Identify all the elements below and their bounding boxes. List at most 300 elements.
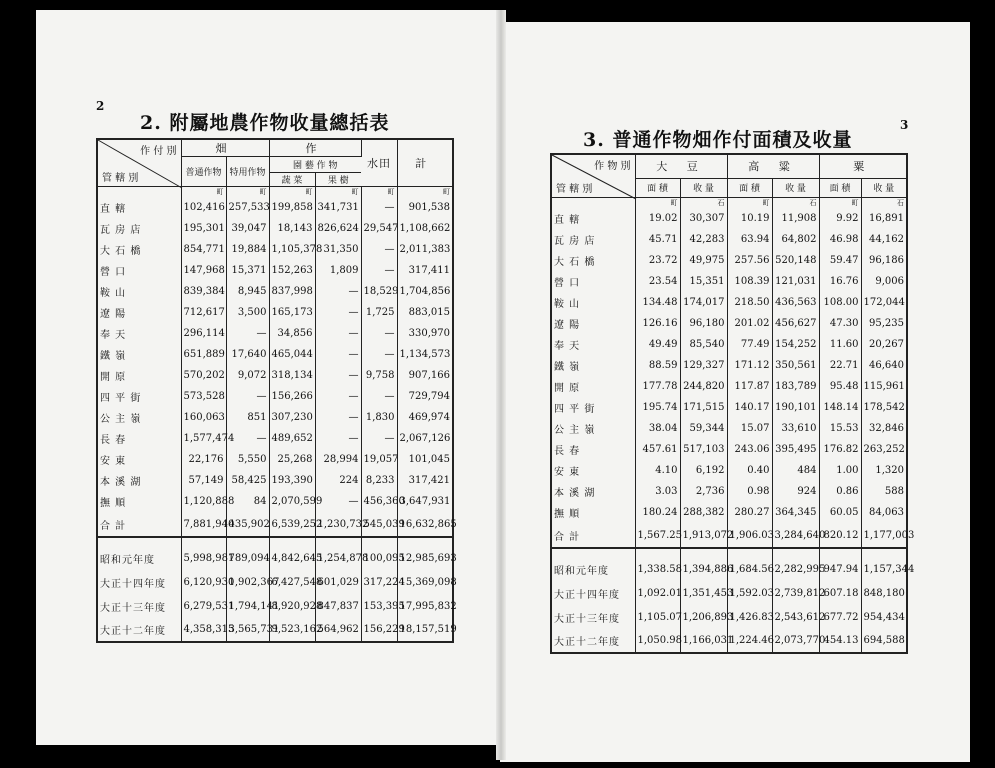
value-cell: 32,846 bbox=[869, 423, 904, 434]
value-cell: 153,395 bbox=[361, 594, 397, 618]
value-cell: 108.00 bbox=[819, 292, 861, 313]
millet-yield-header: 收 量 bbox=[861, 178, 907, 197]
value-cell: 96,186 bbox=[869, 255, 904, 266]
value-cell: 1,105,378 bbox=[269, 239, 315, 260]
special-crop-header: 特用作物 bbox=[226, 157, 269, 187]
value-cell: 469,974 bbox=[408, 412, 450, 423]
table-row bbox=[551, 313, 907, 334]
unit-cell: 町 bbox=[819, 198, 861, 209]
row-label: 鐵 嶺 bbox=[97, 344, 181, 365]
value-cell: 11,908 bbox=[772, 208, 819, 229]
value-cell: 820.12 bbox=[819, 523, 861, 548]
value-cell: 837,998 bbox=[269, 281, 315, 302]
value-cell: 6,120,930 bbox=[181, 570, 226, 594]
separator-cell bbox=[551, 548, 635, 557]
value-cell: 147,968 bbox=[181, 260, 226, 281]
value-cell: 947.94 bbox=[819, 557, 861, 581]
table-row bbox=[551, 229, 907, 250]
row-label: 鞍 山 bbox=[551, 292, 635, 313]
value-cell: 454.13 bbox=[819, 629, 861, 653]
paddy-header: 水田 bbox=[361, 139, 397, 187]
year-row bbox=[551, 629, 907, 653]
value-cell: — bbox=[361, 428, 397, 449]
value-cell: 31,350 bbox=[315, 239, 361, 260]
value-cell: 484 bbox=[772, 460, 819, 481]
value-cell: 3,500 bbox=[226, 302, 269, 323]
value-cell: 15,369,098 bbox=[399, 576, 457, 588]
right-page-number: 3 bbox=[900, 118, 909, 132]
value-cell: 9.92 bbox=[819, 208, 861, 229]
value-cell: 34,856 bbox=[269, 323, 315, 344]
row-label: 昭和元年度 bbox=[551, 557, 635, 581]
value-cell: 45.71 bbox=[635, 229, 680, 250]
value-cell: 193,390 bbox=[269, 470, 315, 491]
row-label: 安 東 bbox=[97, 449, 181, 470]
left-table-title: 2. 附屬地農作物收量總括表 bbox=[140, 112, 390, 134]
value-cell: 58,425 bbox=[226, 470, 269, 491]
value-cell: 59,344 bbox=[680, 418, 727, 439]
value-cell: — bbox=[226, 323, 269, 344]
value-cell: 435,902 bbox=[226, 512, 269, 537]
left-page-number: 2 bbox=[96, 99, 105, 113]
value-cell: 47.30 bbox=[819, 313, 861, 334]
table-row bbox=[551, 502, 907, 523]
value-cell: 15.07 bbox=[727, 418, 772, 439]
value-cell: 1,092.01 bbox=[635, 581, 680, 605]
value-cell: 3,647,931 bbox=[399, 496, 451, 507]
sorghum-header: 高 粱 bbox=[727, 154, 819, 178]
value-cell: 2,543,612 bbox=[772, 605, 819, 629]
value-cell: 63.94 bbox=[727, 229, 772, 250]
unit-cell: 石 bbox=[680, 198, 727, 209]
field-header: 畑 bbox=[181, 139, 269, 157]
value-cell: 115,961 bbox=[863, 381, 905, 392]
value-cell: — bbox=[315, 344, 361, 365]
value-cell: 49.49 bbox=[635, 334, 680, 355]
unit-row bbox=[551, 198, 907, 209]
value-cell: 176.82 bbox=[819, 439, 861, 460]
table-row bbox=[97, 470, 453, 491]
value-cell: — bbox=[315, 365, 361, 386]
value-cell: 826,624 bbox=[315, 218, 361, 239]
value-cell: 201.02 bbox=[727, 313, 772, 334]
value-cell: 15,351 bbox=[680, 271, 727, 292]
value-cell: 64,802 bbox=[772, 229, 819, 250]
value-cell: 244,820 bbox=[680, 376, 727, 397]
separator-cell bbox=[226, 537, 269, 546]
value-cell: 364,345 bbox=[772, 502, 819, 523]
unit-cell: 町 bbox=[269, 187, 315, 198]
value-cell: 1,120,888 bbox=[181, 491, 226, 512]
value-cell: 126.16 bbox=[635, 313, 680, 334]
value-cell: 160,063 bbox=[181, 407, 226, 428]
row-label: 四 平 街 bbox=[97, 386, 181, 407]
value-cell: 95.48 bbox=[819, 376, 861, 397]
value-cell: 729,794 bbox=[408, 391, 450, 402]
value-cell: — bbox=[315, 323, 361, 344]
book-gutter bbox=[496, 10, 506, 760]
table-row bbox=[551, 250, 907, 271]
value-cell: 847,837 bbox=[315, 594, 361, 618]
value-cell: 1,577,474 bbox=[181, 428, 226, 449]
value-cell: 3,565,731 bbox=[226, 618, 269, 642]
value-cell: 22.71 bbox=[819, 355, 861, 376]
value-cell: 3.03 bbox=[635, 481, 680, 502]
value-cell: 7,881,940 bbox=[181, 512, 226, 537]
corner-bottom-label: 管 轄 別 bbox=[556, 184, 593, 195]
left-table-body bbox=[97, 187, 457, 643]
value-cell: 178,542 bbox=[863, 402, 905, 413]
row-label: 營 口 bbox=[551, 271, 635, 292]
year-row bbox=[551, 557, 907, 581]
row-label: 遼 陽 bbox=[551, 313, 635, 334]
value-cell: 25,268 bbox=[269, 449, 315, 470]
value-cell: 46,640 bbox=[869, 360, 904, 371]
row-label: 大正十四年度 bbox=[97, 570, 181, 594]
separator-cell bbox=[361, 537, 397, 546]
right-table bbox=[550, 153, 915, 654]
right-corner-header bbox=[551, 154, 635, 198]
value-cell: 607.18 bbox=[819, 581, 861, 605]
value-cell: 318,134 bbox=[269, 365, 315, 386]
value-cell: — bbox=[315, 428, 361, 449]
value-cell: 171,515 bbox=[680, 397, 727, 418]
value-cell: 350,561 bbox=[772, 355, 819, 376]
row-label: 大正十三年度 bbox=[551, 605, 635, 629]
value-cell: 1,230,732 bbox=[315, 512, 361, 537]
year-row bbox=[551, 581, 907, 605]
value-cell: 154,252 bbox=[772, 334, 819, 355]
row-label: 昭和元年度 bbox=[97, 546, 181, 570]
value-cell: 851 bbox=[226, 407, 269, 428]
value-cell: 1,794,141 bbox=[226, 594, 269, 618]
row-label: 直 轄 bbox=[551, 208, 635, 229]
value-cell: 1,206,893 bbox=[680, 605, 727, 629]
value-cell: 1,725 bbox=[361, 302, 397, 323]
row-label: 撫 順 bbox=[97, 491, 181, 512]
value-cell: 16,632,865 bbox=[399, 518, 457, 530]
value-cell: 156,229 bbox=[361, 618, 397, 642]
table-row bbox=[97, 197, 453, 218]
value-cell: — bbox=[361, 239, 397, 260]
value-cell: — bbox=[315, 407, 361, 428]
row-label: 直 轄 bbox=[97, 197, 181, 218]
value-cell: 18,143 bbox=[269, 218, 315, 239]
value-cell: 84,063 bbox=[869, 507, 904, 518]
unit-cell: 石 bbox=[772, 198, 819, 209]
value-cell: 20,267 bbox=[869, 339, 904, 350]
value-cell: 101,045 bbox=[408, 454, 450, 465]
value-cell: 848,180 bbox=[863, 587, 905, 599]
value-cell: 177.78 bbox=[635, 376, 680, 397]
row-label: 四 平 街 bbox=[551, 397, 635, 418]
value-cell: 1,134,573 bbox=[399, 349, 451, 360]
unit-cell bbox=[551, 198, 635, 209]
value-cell: 60.05 bbox=[819, 502, 861, 523]
right-table-title: 3. 普通作物畑作付面積及收量 bbox=[583, 129, 853, 151]
row-label: 安 東 bbox=[551, 460, 635, 481]
horticulture-header: 園 藝 作 物 bbox=[269, 157, 361, 173]
row-label: 大 石 橋 bbox=[551, 250, 635, 271]
value-cell: 180.24 bbox=[635, 502, 680, 523]
value-cell: 907,166 bbox=[408, 370, 450, 381]
value-cell: 85,540 bbox=[680, 334, 727, 355]
value-cell: 29,547 bbox=[361, 218, 397, 239]
row-label: 撫 順 bbox=[551, 502, 635, 523]
value-cell: 1,394,886 bbox=[680, 557, 727, 581]
value-cell: 11.60 bbox=[819, 334, 861, 355]
value-cell: — bbox=[315, 491, 361, 512]
sorghum-area-header: 面 積 bbox=[727, 178, 772, 197]
value-cell: 1,050.98 bbox=[635, 629, 680, 653]
left-table bbox=[96, 138, 457, 643]
value-cell: 307,230 bbox=[269, 407, 315, 428]
value-cell: 789,094 bbox=[226, 546, 269, 570]
unit-cell: 町 bbox=[226, 187, 269, 198]
value-cell: 243.06 bbox=[727, 439, 772, 460]
value-cell: 6,279,531 bbox=[181, 594, 226, 618]
value-cell: 456,627 bbox=[772, 313, 819, 334]
unit-cell: 町 bbox=[443, 188, 450, 196]
value-cell: 57,149 bbox=[181, 470, 226, 491]
value-cell: 0.40 bbox=[727, 460, 772, 481]
value-cell: 16,891 bbox=[869, 213, 904, 224]
value-cell: 199,858 bbox=[269, 197, 315, 218]
value-cell: 839,384 bbox=[181, 281, 226, 302]
separator-cell bbox=[397, 537, 453, 546]
separator-cell bbox=[97, 537, 181, 546]
row-label: 瓦 房 店 bbox=[97, 218, 181, 239]
value-cell: 165,173 bbox=[269, 302, 315, 323]
total-header: 計 bbox=[397, 139, 453, 187]
value-cell: 148.14 bbox=[819, 397, 861, 418]
value-cell: 465,044 bbox=[269, 344, 315, 365]
table-row bbox=[551, 397, 907, 418]
table-row bbox=[551, 208, 907, 229]
separator-cell bbox=[680, 548, 727, 557]
separator-cell bbox=[861, 548, 907, 557]
value-cell: 140.17 bbox=[727, 397, 772, 418]
value-cell: 5,550 bbox=[226, 449, 269, 470]
row-label: 開 原 bbox=[551, 376, 635, 397]
right-table-body bbox=[551, 198, 915, 654]
row-label: 合 計 bbox=[97, 512, 181, 537]
unit-cell: 町 bbox=[727, 198, 772, 209]
value-cell: 134.48 bbox=[635, 292, 680, 313]
value-cell: 12,985,693 bbox=[399, 552, 457, 564]
value-cell: 457.61 bbox=[635, 439, 680, 460]
value-cell: 317,411 bbox=[408, 265, 450, 276]
value-cell: 195.74 bbox=[635, 397, 680, 418]
table-row bbox=[551, 481, 907, 502]
row-label: 大正十三年度 bbox=[97, 594, 181, 618]
value-cell: 1.00 bbox=[819, 460, 861, 481]
value-cell: 489,652 bbox=[269, 428, 315, 449]
table-row bbox=[551, 460, 907, 481]
value-cell: 9,072 bbox=[226, 365, 269, 386]
value-cell: 95,235 bbox=[869, 318, 904, 329]
value-cell: 17,640 bbox=[226, 344, 269, 365]
row-label: 公 主 嶺 bbox=[97, 407, 181, 428]
table-row bbox=[97, 449, 453, 470]
value-cell: 4,842,645 bbox=[269, 546, 315, 570]
value-cell: 1,809 bbox=[315, 260, 361, 281]
total-row bbox=[97, 512, 453, 537]
value-cell: 172,044 bbox=[863, 297, 905, 308]
value-cell: 30,307 bbox=[680, 208, 727, 229]
value-cell: 694,588 bbox=[863, 635, 905, 646]
value-cell: 601,029 bbox=[315, 570, 361, 594]
row-label: 本 溪 湖 bbox=[97, 470, 181, 491]
value-cell: 23.72 bbox=[635, 250, 680, 271]
value-cell: 96,180 bbox=[680, 313, 727, 334]
crop-header: 作 bbox=[269, 139, 361, 157]
value-cell: 1,351,453 bbox=[680, 581, 727, 605]
value-cell: 0.98 bbox=[727, 481, 772, 502]
table-row bbox=[97, 491, 453, 512]
value-cell: 1,338.58 bbox=[635, 557, 680, 581]
sorghum-yield-header: 收 量 bbox=[772, 178, 819, 197]
separator-row bbox=[97, 537, 453, 546]
value-cell: 570,202 bbox=[181, 365, 226, 386]
value-cell: 46.98 bbox=[819, 229, 861, 250]
value-cell: 1,684.56 bbox=[727, 557, 772, 581]
value-cell: 2,739,812 bbox=[772, 581, 819, 605]
row-label: 鐵 嶺 bbox=[551, 355, 635, 376]
table-row bbox=[551, 334, 907, 355]
value-cell: 156,266 bbox=[269, 386, 315, 407]
soy-header: 大 豆 bbox=[635, 154, 727, 178]
value-cell: 954,434 bbox=[863, 611, 905, 623]
value-cell: 677.72 bbox=[819, 605, 861, 629]
value-cell: 317,421 bbox=[408, 475, 450, 486]
value-cell: 924 bbox=[772, 481, 819, 502]
value-cell: — bbox=[361, 386, 397, 407]
value-cell: 8,233 bbox=[361, 470, 397, 491]
value-cell: 19,057 bbox=[361, 449, 397, 470]
fruit-header: 果 樹 bbox=[315, 173, 361, 187]
value-cell: 712,617 bbox=[181, 302, 226, 323]
row-label: 合 計 bbox=[551, 523, 635, 548]
row-label: 奉 天 bbox=[551, 334, 635, 355]
value-cell: 49,975 bbox=[680, 250, 727, 271]
value-cell: 456,360 bbox=[361, 491, 397, 512]
value-cell: 257,533 bbox=[226, 197, 269, 218]
table-row bbox=[97, 281, 453, 302]
separator-cell bbox=[269, 537, 315, 546]
value-cell: 5,998,981 bbox=[181, 546, 226, 570]
value-cell: 19,884 bbox=[226, 239, 269, 260]
year-row bbox=[97, 594, 453, 618]
value-cell: 18,529 bbox=[361, 281, 397, 302]
value-cell: 121,031 bbox=[772, 271, 819, 292]
value-cell: 9,006 bbox=[875, 276, 904, 287]
value-cell: 190,101 bbox=[772, 397, 819, 418]
row-label: 大正十四年度 bbox=[551, 581, 635, 605]
row-label: 遼 陽 bbox=[97, 302, 181, 323]
value-cell: 436,563 bbox=[772, 292, 819, 313]
value-cell: 77.49 bbox=[727, 334, 772, 355]
corner-top-label: 作 付 別 bbox=[140, 146, 177, 157]
year-row bbox=[97, 570, 453, 594]
unit-cell: 町 bbox=[315, 187, 361, 198]
value-cell: 218.50 bbox=[727, 292, 772, 313]
unit-cell: 町 bbox=[635, 198, 680, 209]
left-corner-header bbox=[97, 139, 181, 187]
value-cell: 224 bbox=[315, 470, 361, 491]
row-label: 本 溪 湖 bbox=[551, 481, 635, 502]
value-cell: 341,731 bbox=[315, 197, 361, 218]
separator-row bbox=[551, 548, 907, 557]
value-cell: 23.54 bbox=[635, 271, 680, 292]
value-cell: 9,523,162 bbox=[269, 618, 315, 642]
value-cell: 288,382 bbox=[680, 502, 727, 523]
year-row bbox=[97, 546, 453, 570]
value-cell: — bbox=[315, 386, 361, 407]
value-cell: 1,224.46 bbox=[727, 629, 772, 653]
table-row bbox=[551, 376, 907, 397]
value-cell: 17,995,832 bbox=[399, 600, 457, 612]
value-cell: 1,902,367 bbox=[226, 570, 269, 594]
value-cell: 395,495 bbox=[772, 439, 819, 460]
value-cell: 901,538 bbox=[408, 202, 450, 213]
value-cell: 3,284,640 bbox=[772, 523, 819, 548]
value-cell: 1,830 bbox=[361, 407, 397, 428]
value-cell: 1,105.07 bbox=[635, 605, 680, 629]
value-cell: 108.39 bbox=[727, 271, 772, 292]
table-row bbox=[97, 407, 453, 428]
value-cell: 296,114 bbox=[181, 323, 226, 344]
row-label: 大 石 橋 bbox=[97, 239, 181, 260]
table-row bbox=[97, 302, 453, 323]
value-cell: 280.27 bbox=[727, 502, 772, 523]
unit-cell bbox=[97, 187, 181, 198]
value-cell: 1,704,856 bbox=[399, 286, 451, 297]
value-cell: 257.56 bbox=[727, 250, 772, 271]
row-label: 長 春 bbox=[551, 439, 635, 460]
table-row bbox=[97, 239, 453, 260]
unit-cell: 町 bbox=[181, 187, 226, 198]
value-cell: 59.47 bbox=[819, 250, 861, 271]
value-cell: 9,758 bbox=[361, 365, 397, 386]
value-cell: 2,282,995 bbox=[772, 557, 819, 581]
separator-cell bbox=[181, 537, 226, 546]
table-row bbox=[97, 365, 453, 386]
soy-area-header: 面 積 bbox=[635, 178, 680, 197]
value-cell: 16.76 bbox=[819, 271, 861, 292]
value-cell: 6,539,252 bbox=[269, 512, 315, 537]
value-cell: 174,017 bbox=[680, 292, 727, 313]
millet-header: 粟 bbox=[819, 154, 907, 178]
value-cell: 195,301 bbox=[181, 218, 226, 239]
table-row bbox=[97, 218, 453, 239]
regular-crop-header: 普通作物 bbox=[181, 157, 226, 187]
value-cell: 1,157,344 bbox=[863, 563, 915, 575]
value-cell: 520,148 bbox=[772, 250, 819, 271]
separator-cell bbox=[635, 548, 680, 557]
value-cell: 44,162 bbox=[869, 234, 904, 245]
table-row bbox=[97, 344, 453, 365]
value-cell: 545,039 bbox=[361, 512, 397, 537]
value-cell: — bbox=[361, 197, 397, 218]
value-cell: 88.59 bbox=[635, 355, 680, 376]
value-cell: 2,073,770 bbox=[772, 629, 819, 653]
corner-bottom-label: 管 轄 別 bbox=[102, 173, 139, 184]
value-cell: 564,962 bbox=[315, 618, 361, 642]
value-cell: 651,889 bbox=[181, 344, 226, 365]
separator-cell bbox=[315, 537, 361, 546]
value-cell: 2,067,126 bbox=[399, 433, 451, 444]
